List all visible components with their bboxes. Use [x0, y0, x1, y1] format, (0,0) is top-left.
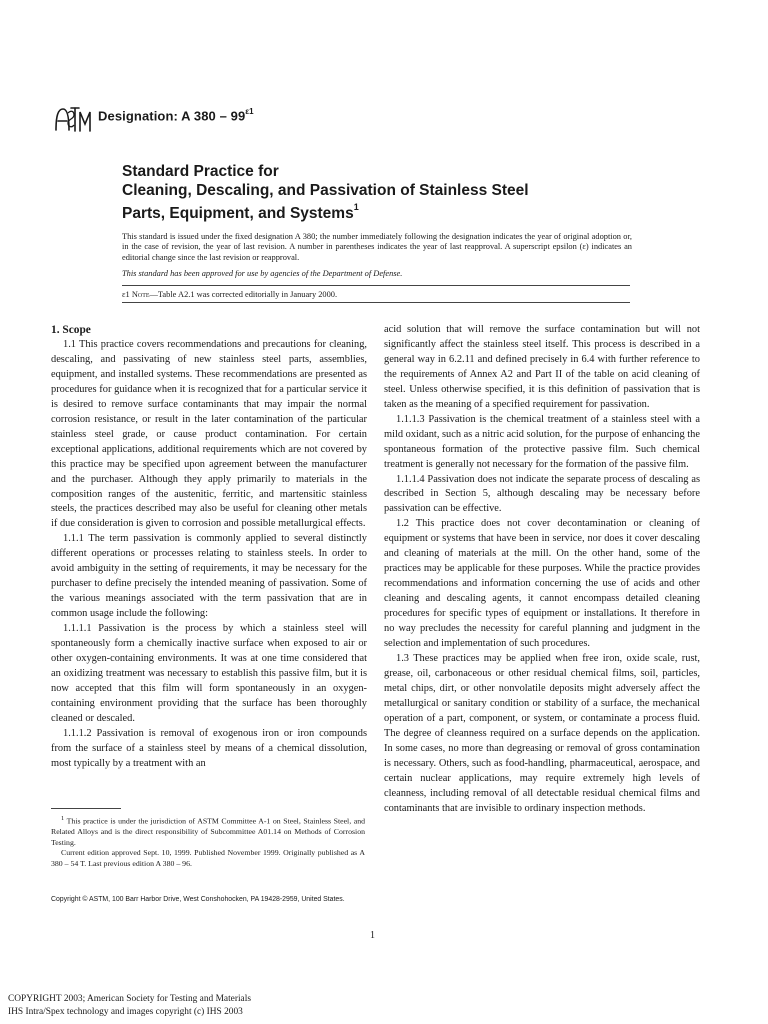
- stamp-line-2: IHS Intra/Spex technology and images copyright (c) IHS 2003: [8, 1006, 243, 1017]
- issuance-preamble: [122, 232, 632, 280]
- paragraph-1-3: 1.3 These practices may be applied when free iron, oxide scale, rust, grease, oil, carbonaceous or other residual chemical films, soil, particles, metal chips, dirt, or other nonvolatile deposits might adversely affect the metallurgical or sanitary condition or stability of a surface, the mechanical operation of a part, component, or system, or contaminate a process fluid. The degree of cleanness required on a surface depends on the application. In some cases, no more than degreasing or removal of gross contamination is necessary. Others, such as food-handling, pharmaceutical, aerospace, and certain nuclear applications, may require extremely high levels of cleanness, including removal of all detectable residual chemical films and contaminants that are invisible to ordinary inspection methods.: [384, 652, 700, 814]
- paragraph-1-1-1: 1.1.1 The term passivation is commonly applied to several distinctly different operations or processes relating to stainless steels. In order to avoid ambiguity in the setting of requirements, it may be necessary for the purchaser to define precisely the intended meaning of passivation. Some of the various meanings associated with the term passivation that are in common usage include the following:: [51, 533, 367, 620]
- note-marker: ε1: [122, 290, 130, 299]
- footnote-rule: [51, 808, 121, 809]
- title-line-3: Parts, Equipment, and Systems$^1$: [122, 202, 359, 223]
- editorial-note: [122, 290, 630, 300]
- title-line-1: Standard Practice for: [122, 163, 279, 180]
- note-bottom-rule: [122, 302, 630, 303]
- paragraph-1-1-1-4: 1.1.1.4 Passivation does not indicate the separate process of descaling as described in Section 5, although descaling may be necessary before passivation can be effective.: [384, 473, 700, 515]
- note-top-rule: [122, 285, 630, 286]
- designation-epsilon: ε1: [245, 107, 254, 116]
- issuance-statement: This standard is issued under the fixed designation A 380; the number immediately following the designation indicates the year of original adoption or, in the case of revision, the year of last revision. A number in parentheses indicates the year of last reapproval. A superscript epsilon (ε) indicates an editorial change since the last revision or reapproval.: [122, 232, 632, 262]
- section-heading-scope: 1. Scope: [51, 324, 91, 336]
- dod-approval-statement: This standard has been approved for use by agencies of the Department of Defense.: [122, 269, 403, 279]
- footnote: [51, 814, 365, 870]
- paragraph-1-1: 1.1 This practice covers recommendations and precautions for cleaning, descaling, and passivating of new stainless steel parts, assemblies, equipment, and installed systems. These recommendations are presented as procedures for guidance when it is recognized that for a particular service it is desired to remove surface contaminants that may impair the normal corrosion resistance, or result in the later contamination of the particular stainless steel grade, or cause product contamination. For certain exceptional applications, additional requirements which are not covered by this practice may be specified upon agreement between the manufacturer and the purchaser. Although they apply primarily to materials in the composition ranges of the austenitic, ferritic, and martensitic stainless steels, the practices described may also be useful for cleaning other metals if due consideration is given to corrosion and possible metallurgical effects.: [51, 339, 367, 530]
- note-label: Note: [131, 290, 150, 299]
- designation-label: Designation: A 380 – 99: [98, 108, 246, 124]
- title-footnote-marker: 1: [353, 202, 359, 212]
- copyright-stamp: [8, 993, 251, 1019]
- designation: [98, 108, 254, 123]
- astm-logo: [54, 104, 92, 134]
- paragraph-1-1-1-2-continued: acid solution that will remove the surface contamination but will not significantly affect the stainless steel itself. This process is described in a general way in 6.2.11 and defined precisely in 6.4 with further reference to the requirements of Annex A2 and Part II of the table on acid cleaning of steel. Unless otherwise specified, it is this definition of passivation that is taken as the meaning of a specified requirement for passivation.: [384, 324, 700, 410]
- right-column: [384, 323, 700, 816]
- left-column: [51, 323, 367, 772]
- note-text: —Table A2.1 was corrected editorially in January 2000.: [149, 290, 338, 299]
- copyright-line: Copyright © ASTM, 100 Barr Harbor Drive, West Conshohocken, PA 19428-2959, United States.: [51, 896, 345, 903]
- stamp-line-1: COPYRIGHT 2003; American Society for Testing and Materials: [8, 994, 251, 1004]
- paragraph-1-1-1-1: 1.1.1.1 Passivation is the process by which a stainless steel will spontaneously form a chemically inactive surface when exposed to air or other oxygen-containing environments. It was at one time considered that an oxidizing treatment was necessary to establish this passive film, but it is now accepted that this film will form spontaneously in an oxygen-containing environment providing that the surface has been thoroughly cleaned or descaled.: [51, 623, 367, 724]
- paragraph-1-2: 1.2 This practice does not cover decontamination or cleaning of equipment or systems that have been in service, nor does it cover descaling and cleaning of materials at the mill. On the other hand, some of the practices may be applicable for these purposes. While the practice provides recommendations and information concerning the use of acids and other cleaning and descaling agents, it cannot encompass detailed cleaning procedures for specific types of equipment or installations. It therefore in no way precludes the necessity for careful planning and judgment in the selection and implementation of such procedures.: [384, 518, 700, 650]
- title-line-2: Cleaning, Descaling, and Passivation of Stainless Steel: [122, 181, 529, 199]
- page-number: 1: [370, 930, 375, 941]
- footnote-jurisdiction: $^1$ This practice is under the jurisdiction of ASTM Committee A-1 on Steel, Stainless Steel, and Related Alloys and is the direct responsibility of Subcommittee A01.14 on Methods of Corrosion Testing.: [51, 815, 365, 847]
- footnote-marker: 1: [61, 815, 65, 822]
- paragraph-1-1-1-3: 1.1.1.3 Passivation is the chemical treatment of a stainless steel with a mild oxidant, such as a nitric acid solution, for the purpose of enhancing the spontaneous formation of the protective passive film. Such chemical treatment is generally not necessary for the formation of the passive film.: [384, 413, 700, 470]
- paragraph-1-1-1-2: 1.1.1.2 Passivation is removal of exogenous iron or iron compounds from the surface of a stainless steel by means of a chemical dissolution, most typically by a treatment with an: [51, 727, 367, 769]
- document-title: [122, 163, 642, 224]
- footnote-edition: Current edition approved Sept. 10, 1999. Published November 1999. Originally published as A 380 – 54 T. Last previous edition A 380 – 96.: [51, 848, 365, 868]
